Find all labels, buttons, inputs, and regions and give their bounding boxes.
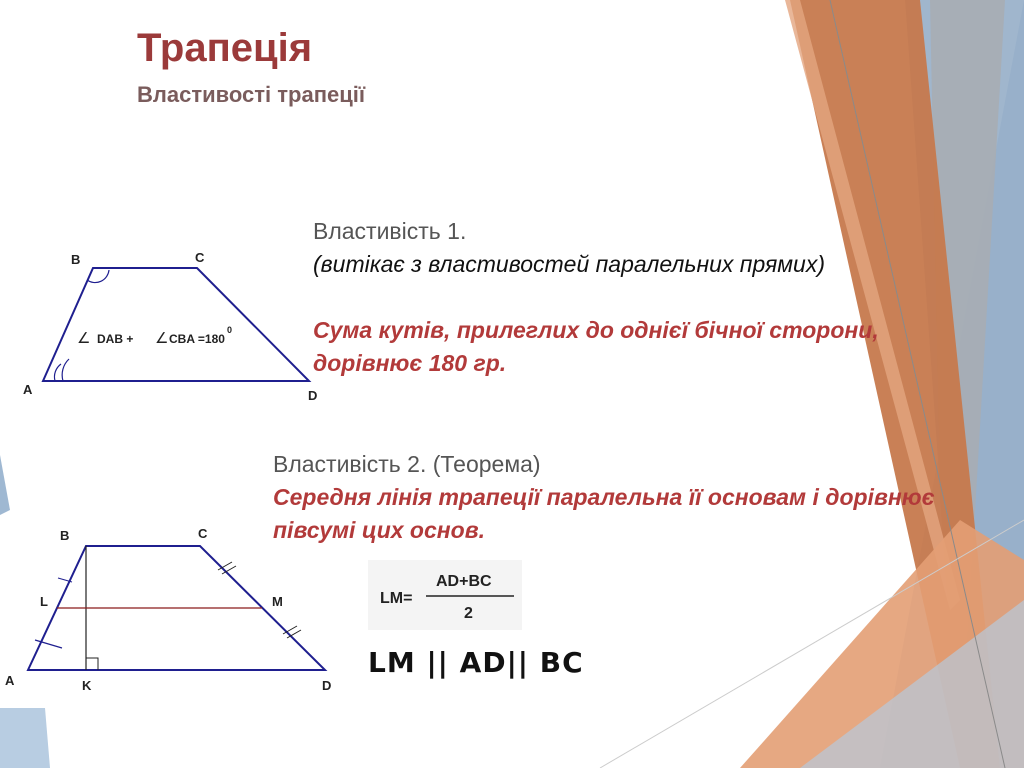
vertex-label-b-2: B — [60, 528, 70, 543]
angle-sum-text-2: CBA =180 — [169, 332, 225, 346]
page-title: Трапеція — [137, 26, 313, 70]
parallel-relation: LM || AD|| BC — [368, 646, 584, 679]
vertex-label-a: A — [23, 382, 33, 397]
vertex-label-d-2: D — [322, 678, 332, 693]
trapezoid-diagram-1 — [15, 240, 325, 410]
right-angle-mark — [86, 658, 98, 670]
vertex-label-l: L — [40, 594, 48, 609]
trapezoid-abcd — [43, 268, 309, 381]
vertex-label-c-2: C — [198, 526, 208, 541]
formula-graphic — [368, 560, 522, 630]
property-2-heading: Властивість 2. (Теорема) — [273, 451, 541, 477]
property-2-statement: Середня лінія трапеції паралельна її основам і дорівнює півсумі цих основ. — [273, 484, 935, 543]
property-2-block — [273, 448, 963, 547]
angle-symbol-icon-1: ∠ — [77, 330, 91, 347]
angle-arc-a-1 — [54, 364, 61, 381]
vertex-label-m: M — [272, 594, 283, 609]
angle-symbol-icon-2: ∠ — [155, 330, 169, 347]
formula-denominator: 2 — [464, 605, 473, 622]
vertex-label-k: K — [82, 678, 92, 693]
vertex-label-b: B — [71, 252, 81, 267]
property-1-block — [313, 215, 893, 380]
degree-mark: 0 — [227, 325, 233, 335]
property-1-note: (витікає з властивостей паралельних прямих) — [313, 251, 825, 277]
left-accent-top — [0, 455, 10, 515]
spacer — [313, 281, 893, 314]
vertex-label-d: D — [308, 388, 318, 403]
property-1-heading: Властивість 1. — [313, 218, 467, 244]
trapezoid-diagram-2 — [0, 518, 345, 700]
angle-arc-a-2 — [62, 359, 69, 381]
left-accent-bottom — [0, 708, 50, 768]
property-1-statement: Сума кутів, прилеглих до однієї бічної сторони, дорівнює 180 гр. — [313, 317, 879, 376]
vertex-label-c: C — [195, 250, 205, 265]
formula-lhs: LM= — [380, 590, 413, 607]
vertex-label-a-2: A — [5, 673, 15, 688]
midline-formula — [368, 560, 522, 630]
page-subtitle: Властивості трапеції — [137, 82, 366, 107]
angle-sum-text-1: DAB + — [97, 332, 134, 346]
formula-numerator: AD+BC — [436, 573, 492, 590]
